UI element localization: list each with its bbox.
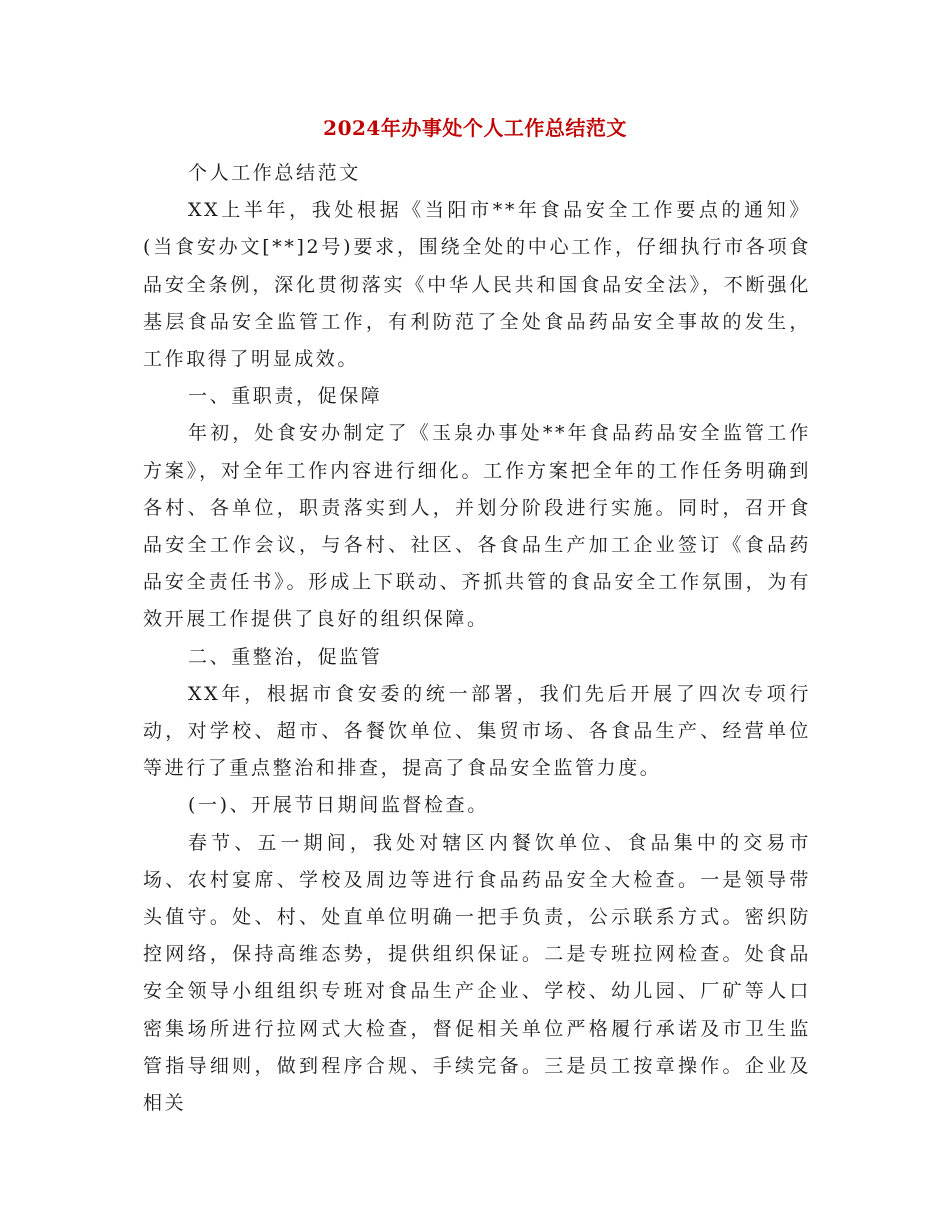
section-heading: 二、重整治，促监管 [188,645,383,668]
document-body [143,155,811,1122]
paragraph-subtitle: 个人工作总结范文 [188,162,361,184]
paragraph: 春节、五一期间，我处对辖区内餐饮单位、食品集中的交易市场、农村宴席、学校及周边等进行食品药品安全大检查。一是领导带头值守。处、村、处直单位明确一把手负责，公示联系方式。密织防控网络，保持高维态势，提供组织保证。二是专班拉网检查。处食品安全领导小组组织专班对食品生产企业、学校、幼儿园、厂矿等人口密集场所进行拉网式大检查，督促相关单位严格履行承诺及市卫生监管指导细则，做到程序合规、手续完备。三是员工按章操作。企业及相关 [143,831,811,1115]
paragraph: 年初，处食安办制定了《玉泉办事处**年食品药品安全监管工作方案》，对全年工作内容进行细化。工作方案把全年的工作任务明确到各村、各单位，职责落实到人，并划分阶段进行实施。同时，召开食品安全工作会议，与各村、社区、各食品生产加工企业签订《食品药品安全责任书》。形成上下联动、齐抓共管的食品安全工作氛围，为有效开展工作提供了良好的组织保障。 [143,422,811,631]
document-title: 2024年办事处个人工作总结范文 [323,116,627,140]
subsection-heading: (一)、开展节日期间监督检查。 [188,794,489,817]
paragraph: XX年，根据市食安委的统一部署，我们先后开展了四次专项行动，对学校、超市、各餐饮单位、集贸市场、各食品生产、经营单位等进行了重点整治和排查，提高了食品安全监管力度。 [143,682,811,780]
paragraph: XX上半年，我处根据《当阳市**年食品安全工作要点的通知》(当食安办文[**]2号)要求，围绕全处的中心工作，仔细执行市各项食品安全条例，深化贯彻落实《中华人民共和国食品安全法》，不断强化基层食品安全监管工作，有利防范了全处食品药品安全事故的发生，工作取得了明显成效。 [143,199,811,371]
section-heading: 一、重职责，促保障 [188,385,383,408]
